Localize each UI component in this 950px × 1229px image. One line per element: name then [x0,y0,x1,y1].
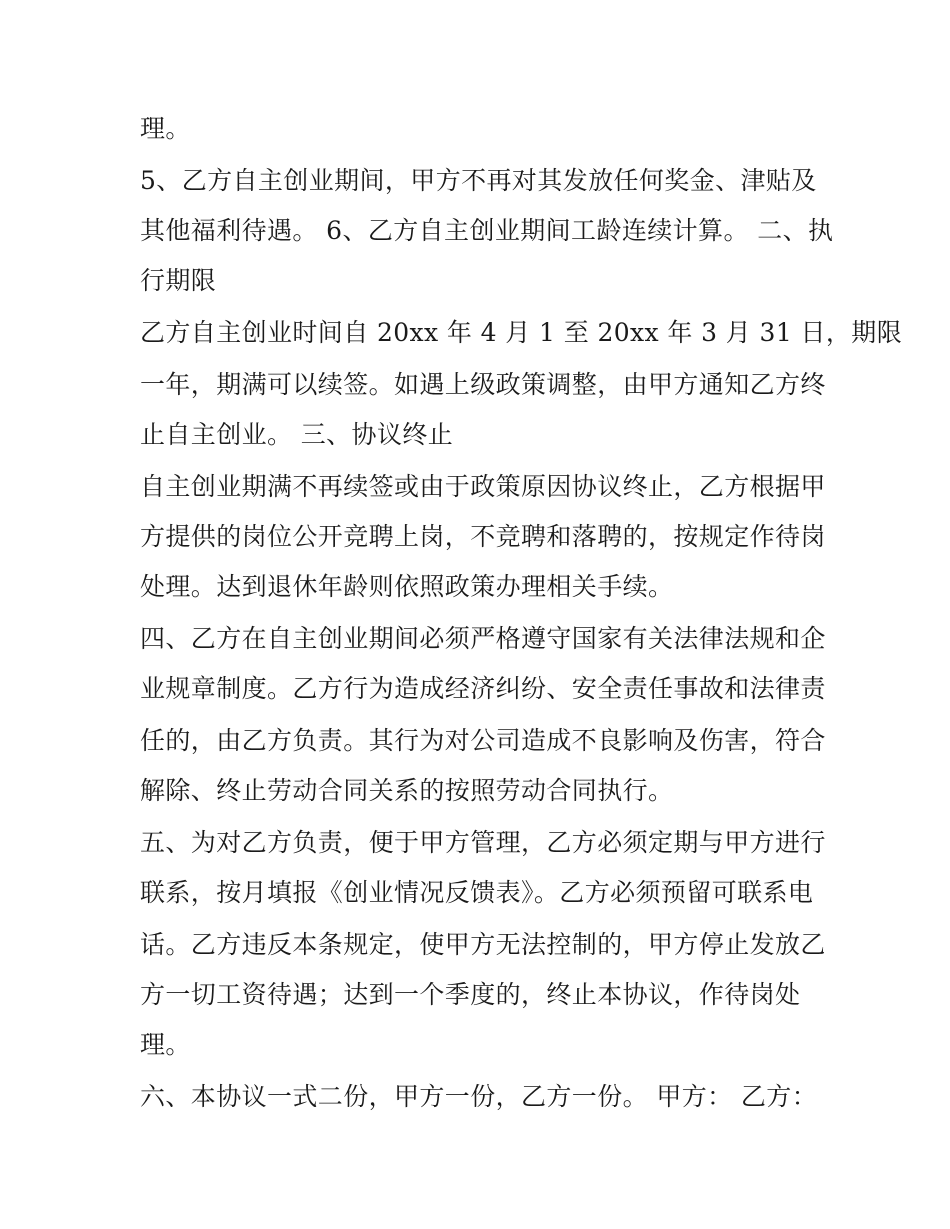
text-line: 话。乙方违反本条规定，使甲方无法控制的，甲方停止发放乙 [140,930,826,959]
text-line: 其他福利待遇。 6、乙方自主创业期间工龄连续计算。 二、执 [140,216,834,245]
text-line: 六、本协议一式二份，甲方一份，乙方一份。 甲方： 乙方： [140,1082,818,1111]
text-line: 方提供的岗位公开竞聘上岗，不竞聘和落聘的，按规定作待岗 [140,522,826,551]
text-line: 解除、终止劳动合同关系的按照劳动合同执行。 [140,776,674,805]
text-line: 乙方自主创业时间自 20xx 年 4 月 1 至 20xx 年 3 月 31 日，期限 [140,318,903,347]
text-line: 理。 [140,1030,191,1059]
text-line: 一年，期满可以续签。如遇上级政策调整，由甲方通知乙方终 [140,370,826,399]
text-line: 止自主创业。 三、协议终止 [140,420,454,449]
text-line: 业规章制度。乙方行为造成经济纠纷、安全责任事故和法律责 [140,674,826,703]
text-line: 5、乙方自主创业期间，甲方不再对其发放任何奖金、津贴及 [140,166,817,195]
text-line: 联系，按月填报《创业情况反馈表》。乙方必须预留可联系电 [140,878,814,907]
text-line: 方一切工资待遇；达到一个季度的，终止本协议，作待岗处 [140,980,801,1009]
text-line: 五、为对乙方负责，便于甲方管理，乙方必须定期与甲方进行 [140,828,826,857]
text-line: 任的，由乙方负责。其行为对公司造成不良影响及伤害，符合 [140,726,826,755]
text-line: 理。 [140,114,191,143]
text-line: 自主创业期满不再续签或由于政策原因协议终止，乙方根据甲 [140,472,826,501]
text-line: 四、乙方在自主创业期间必须严格遵守国家有关法律法规和企 [140,624,826,653]
text-line: 行期限 [140,266,217,295]
text-line: 处理。达到退休年龄则依照政策办理相关手续。 [140,572,674,601]
